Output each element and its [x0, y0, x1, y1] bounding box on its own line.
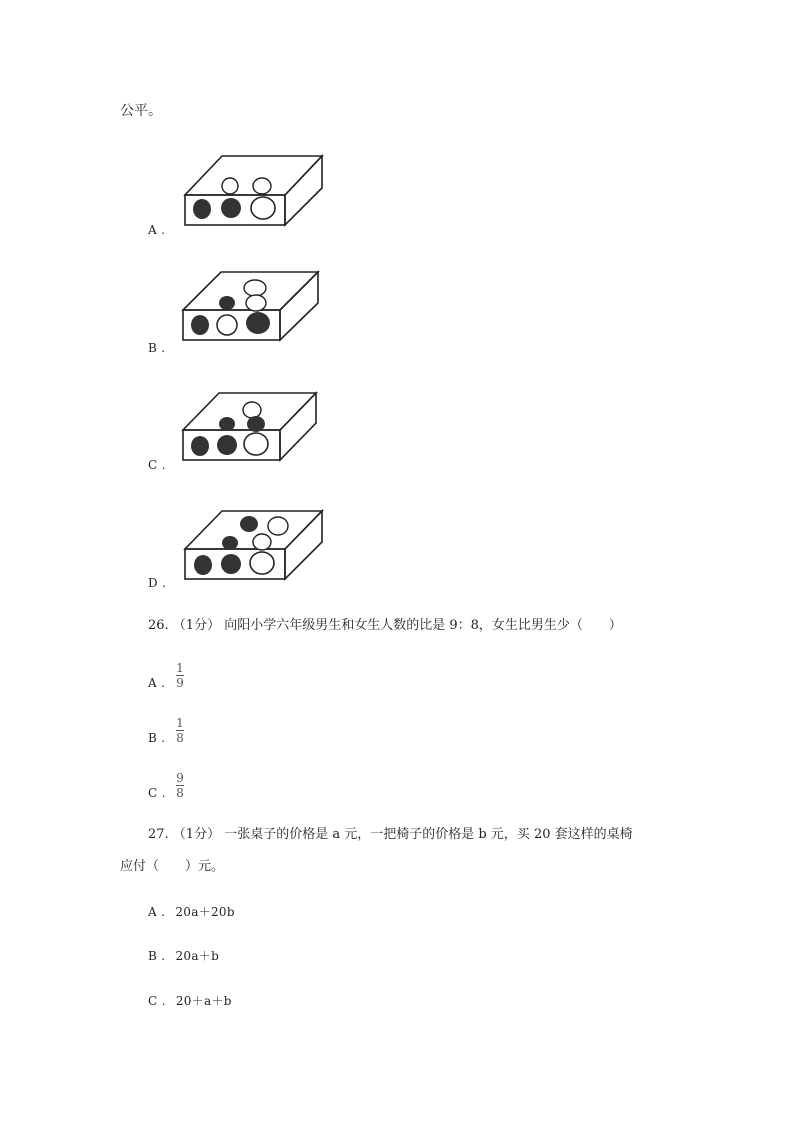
ball-white	[217, 315, 237, 335]
q26-option-b-label[interactable]: B .	[148, 731, 166, 745]
q27-stem-line1: 27. （1分） 一张桌子的价格是 a 元，一把椅子的价格是 b 元，买 20 套这样的桌椅	[148, 827, 633, 842]
ball-white	[253, 534, 271, 550]
ball-white	[250, 552, 274, 574]
q26-option-a-fraction	[176, 662, 184, 689]
q25-option-c-label[interactable]: C .	[148, 458, 166, 472]
ball-white	[244, 280, 266, 296]
q27-option-b[interactable]	[148, 950, 219, 962]
q27-option-a-text: 20a＋20b	[175, 905, 235, 919]
q25-option-a-figure	[180, 150, 330, 230]
q27-option-a-label: A .	[148, 905, 166, 919]
q26-stem: 26. （1分） 向阳小学六年级男生和女生人数的比是 9：8，女生比男生少（ ）	[148, 618, 622, 633]
fraction-denominator: 8	[176, 786, 184, 800]
q26-option-c-fraction	[176, 772, 184, 799]
q27-stem-line2: 应付（ ）元。	[120, 859, 225, 874]
ball-white	[251, 197, 275, 219]
q27-option-a[interactable]	[148, 906, 235, 918]
q27-option-b-text: 20a＋b	[175, 949, 220, 963]
ball-dark	[194, 555, 212, 575]
ball-white	[244, 433, 268, 455]
ball-dark	[247, 416, 265, 432]
ball-white	[253, 178, 271, 194]
ball-dark	[221, 554, 241, 574]
ball-white	[246, 295, 266, 311]
q27-option-c[interactable]	[148, 995, 232, 1007]
ball-dark	[191, 436, 209, 456]
q25-option-b-label[interactable]: B .	[148, 341, 166, 355]
fraction-numerator: 1	[176, 661, 184, 675]
fraction-denominator: 8	[176, 731, 184, 745]
q26-option-b-fraction	[176, 717, 184, 744]
q26-option-c-label[interactable]: C .	[148, 786, 166, 800]
ball-white	[268, 517, 288, 535]
q27-option-b-label: B .	[148, 949, 166, 963]
q25-option-c-figure	[178, 388, 328, 468]
q27-option-c-text: 20＋a＋b	[175, 994, 232, 1008]
q25-option-a-label[interactable]: A .	[148, 223, 166, 237]
ball-dark	[221, 198, 241, 218]
continuation-text: 公平。	[120, 103, 162, 119]
ball-white	[222, 178, 238, 194]
ball-dark	[193, 199, 211, 219]
q25-option-d-label[interactable]: D .	[148, 576, 167, 590]
q27-option-c-label: C .	[148, 994, 166, 1008]
ball-dark	[222, 536, 238, 550]
ball-dark	[246, 312, 270, 334]
ball-dark	[219, 296, 235, 310]
fraction-numerator: 9	[176, 771, 184, 785]
q25-option-d-figure	[180, 506, 330, 586]
fraction-numerator: 1	[176, 716, 184, 730]
ball-dark	[217, 435, 237, 455]
fraction-denominator: 9	[176, 676, 184, 690]
q25-option-b-figure	[178, 266, 328, 346]
ball-dark	[219, 417, 235, 431]
ball-dark	[191, 315, 209, 335]
ball-white	[243, 402, 261, 418]
ball-dark	[240, 516, 258, 532]
q26-option-a-label[interactable]: A .	[148, 676, 166, 690]
